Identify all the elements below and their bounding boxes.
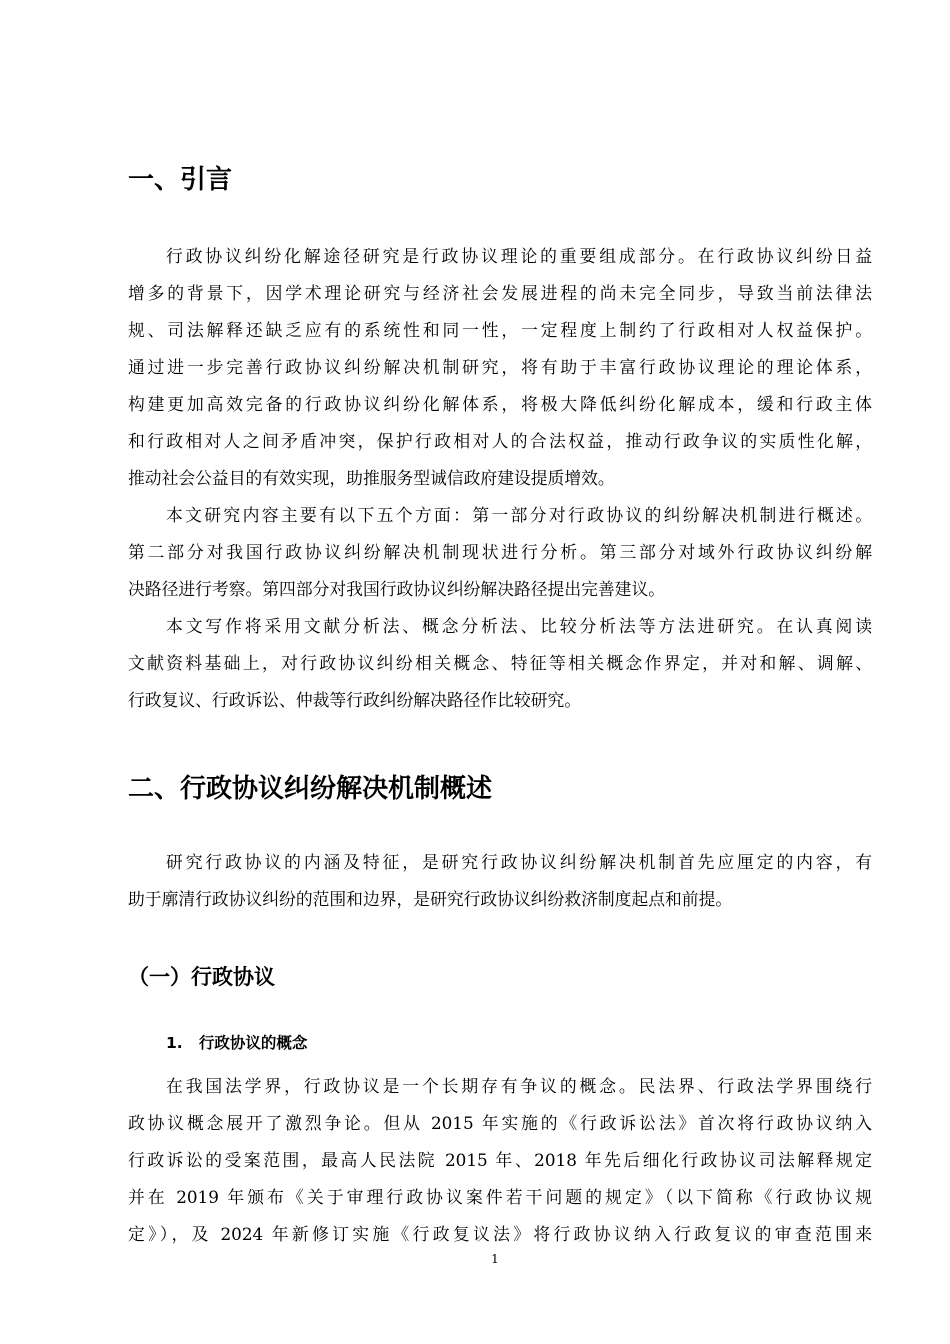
item-1-heading: 1. 行政协议的概念 [166,1034,308,1052]
text-line: 文献资料基础上，对行政协议纠纷相关概念、特征等相关概念作界定，并对和解、调解、 [128,653,872,673]
text-line: 行政复议、行政诉讼、仲裁等行政纠纷解决路径作比较研究。 [128,690,582,710]
text-line: 研究行政协议的内涵及特征，是研究行政协议纠纷解决机制首先应厘定的内容，有 [166,852,872,872]
text-line: 和行政相对人之间矛盾冲突，保护行政相对人的合法权益，推动行政争议的实质性化解， [128,431,872,451]
text-line: 规、司法解释还缺乏应有的系统性和同一性，一定程度上制约了行政相对人权益保护。 [128,320,872,340]
text-line: 构建更加高效完备的行政协议纠纷化解体系，将极大降低纠纷化解成本，缓和行政主体 [128,394,872,414]
text-line: 本文写作将采用文献分析法、概念分析法、比较分析法等方法进研究。在认真阅读 [166,616,872,636]
text-line: 助于廓清行政协议纠纷的范围和边界，是研究行政协议纠纷救济制度起点和前提。 [128,889,733,909]
subsection-1-heading: （一）行政协议 [128,965,275,989]
text-line: 在我国法学界，行政协议是一个长期存有争议的概念。民法界、行政法学界围绕行 [166,1076,872,1096]
text-line: 行政协议纠纷化解途径研究是行政协议理论的重要组成部分。在行政协议纠纷日益 [166,246,872,266]
text-line: 定》），及 2024 年新修订实施《行政复议法》将行政协议纳入行政复议的审查范围来 [128,1224,872,1244]
text-line: 决路径进行考察。第四部分对我国行政协议纠纷解决路径提出完善建议。 [128,579,666,599]
text-line: 第二部分对我国行政协议纠纷解决机制现状进行分析。第三部分对域外行政协议纠纷解 [128,542,872,562]
text-line: 推动社会公益目的有效实现，助推服务型诚信政府建设提质增效。 [128,468,615,488]
text-line: 政协议概念展开了激烈争论。但从 2015 年实施的《行政诉讼法》首次将行政协议纳入 [128,1113,872,1133]
section-1-paragraph-3 [128,608,872,719]
section-1-paragraph-1 [128,238,872,497]
text-line: 增多的背景下，因学术理论研究与经济社会发展进程的尚未完全同步，导致当前法律法 [128,283,872,303]
text-line: 行政诉讼的受案范围，最高人民法院 2015 年、2018 年先后细化行政协议司法解释规定 [128,1150,872,1170]
text-line: 通过进一步完善行政协议纠纷解决机制研究，将有助于丰富行政协议理论的理论体系， [128,357,872,377]
item-1-paragraph-1 [128,1068,872,1253]
section-1-heading: 一、引言 [128,165,233,195]
text-line: 并在 2019 年颁布《关于审理行政协议案件若干问题的规定》（以下简称《行政协议规 [128,1187,872,1207]
page-number: 1 [491,1252,499,1266]
section-2-heading: 二、行政协议纠纷解决机制概述 [128,774,493,804]
section-2-paragraph-1 [128,844,872,918]
text-line: 本文研究内容主要有以下五个方面：第一部分对行政协议的纠纷解决机制进行概述。 [166,505,872,525]
section-1-paragraph-2 [128,497,872,608]
